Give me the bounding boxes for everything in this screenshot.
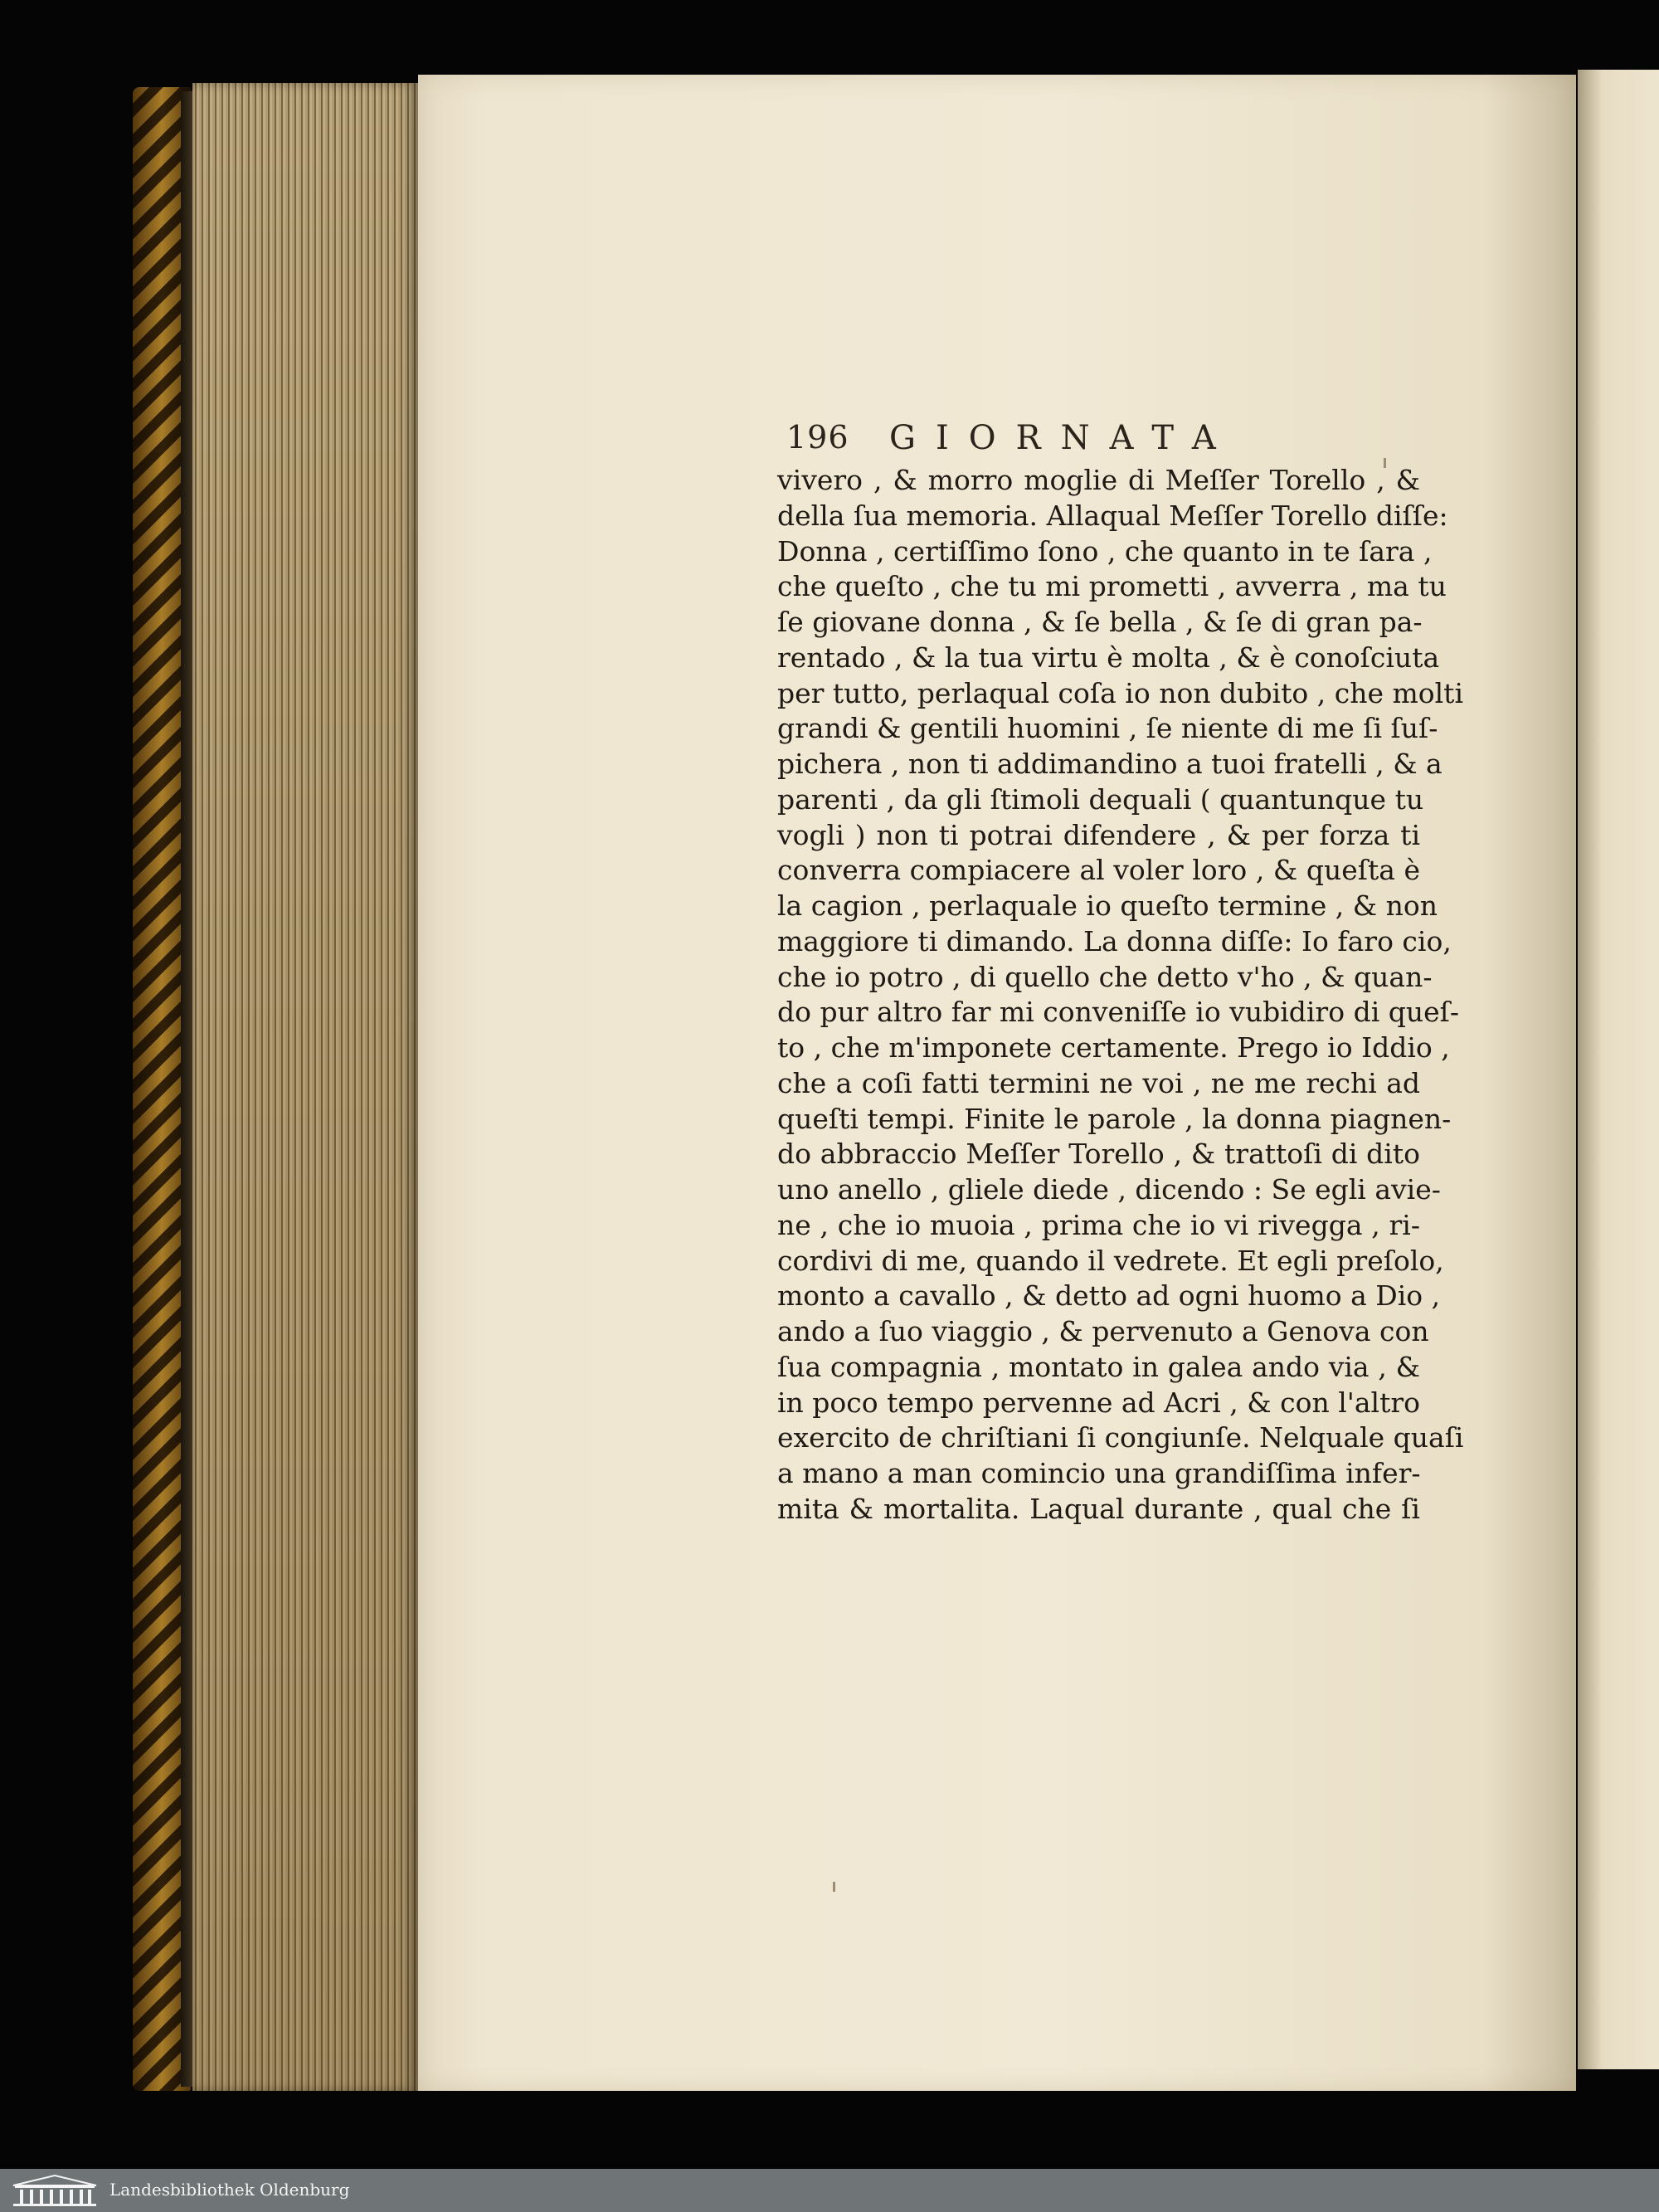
- text-line: cordivi di me, quando il vedrete. Et egli preſolo,: [777, 1244, 1444, 1277]
- library-building-icon: [10, 2174, 100, 2207]
- body-text: [777, 463, 1464, 1527]
- text-line: in poco tempo pervenne ad Acri , & con l'altro: [777, 1386, 1420, 1419]
- text-line: rentado , & la tua virtu è molta , & è conoſciuta: [777, 641, 1440, 674]
- library-footer-bar: [0, 2169, 1659, 2212]
- text-line: che a coſi fatti termini ne voi , ne me rechi ad: [777, 1066, 1420, 1099]
- margin-mark: [833, 1882, 835, 1892]
- text-line: a mano a man comincio una grandiſſima infer-: [777, 1457, 1421, 1489]
- text-line: vivero , & morro moglie di Meſſer Torello , &: [777, 464, 1420, 496]
- text-line: vogli ) non ti potrai difendere , & per forza ti: [777, 818, 1420, 851]
- page-fore-edge: [192, 83, 418, 2091]
- text-line: monto a cavallo , & detto ad ogni huomo a Dio ,: [777, 1279, 1441, 1313]
- library-name: Landesbibliothek Oldenburg: [109, 2180, 350, 2200]
- facing-page: [1578, 70, 1659, 2069]
- text-line: della ſua memoria. Allaqual Meſſer Torello diſſe:: [777, 499, 1448, 532]
- text-line: mita & mortalita. Laqual durante , qual che ſi: [777, 1492, 1420, 1525]
- text-line: converra compiacere al voler loro , & queſta è: [777, 854, 1420, 887]
- text-line: exercito de chriſtiani ſi congiunſe. Nelquale quaſi: [777, 1421, 1464, 1454]
- text-line: maggiore ti dimando. La donna diſſe: Io faro cio,: [777, 924, 1452, 957]
- text-line: che queſto , che tu mi prometti , avverra , ma tu: [777, 570, 1447, 603]
- text-line: pichera , non ti addimandino a tuoi fratelli , & a: [777, 748, 1443, 780]
- text-line: parenti , da gli ſtimoli dequali ( quantunque tu: [777, 782, 1424, 816]
- text-line: to , che m'imponete certamente. Prego io Iddio ,: [777, 1031, 1450, 1064]
- page-header: [786, 419, 1417, 460]
- text-line: grandi & gentili huomini , ſe niente di me ſi ſuſ-: [777, 712, 1438, 745]
- text-line: do pur altro far mi conveniſſe io vubidiro di queſ-: [777, 996, 1460, 1029]
- text-line: che io potro , di quello che detto v'ho , & quan-: [777, 960, 1433, 993]
- text-line: do abbraccio Meſſer Torello , & trattoſi di dito: [777, 1138, 1420, 1171]
- text-line: uno anello , gliele diede , dicendo : Se egli avie-: [777, 1173, 1441, 1206]
- text-line: ando a ſuo viaggio , & pervenuto a Genova con: [777, 1315, 1429, 1347]
- text-line: Donna , certiſſimo ſono , che quanto in te ſara ,: [777, 534, 1433, 568]
- text-line: ne , che io muoia , prima che io vi rivegga , ri-: [777, 1208, 1420, 1241]
- text-line: la cagion , perlaquale io queſto termine , & non: [777, 889, 1438, 922]
- text-line: per tutto, perlaqual coſa io non dubito , che molti: [777, 676, 1463, 709]
- text-line: ſe giovane donna , & ſe bella , & ſe di gran pa-: [777, 606, 1423, 638]
- running-head: GIORNATA: [889, 419, 1236, 457]
- text-line: queſti tempi. Finite le parole , la donna piagnen-: [777, 1102, 1452, 1135]
- page-number: 196: [786, 419, 849, 456]
- text-line: ſua compagnia , montato in galea ando via , &: [777, 1350, 1420, 1383]
